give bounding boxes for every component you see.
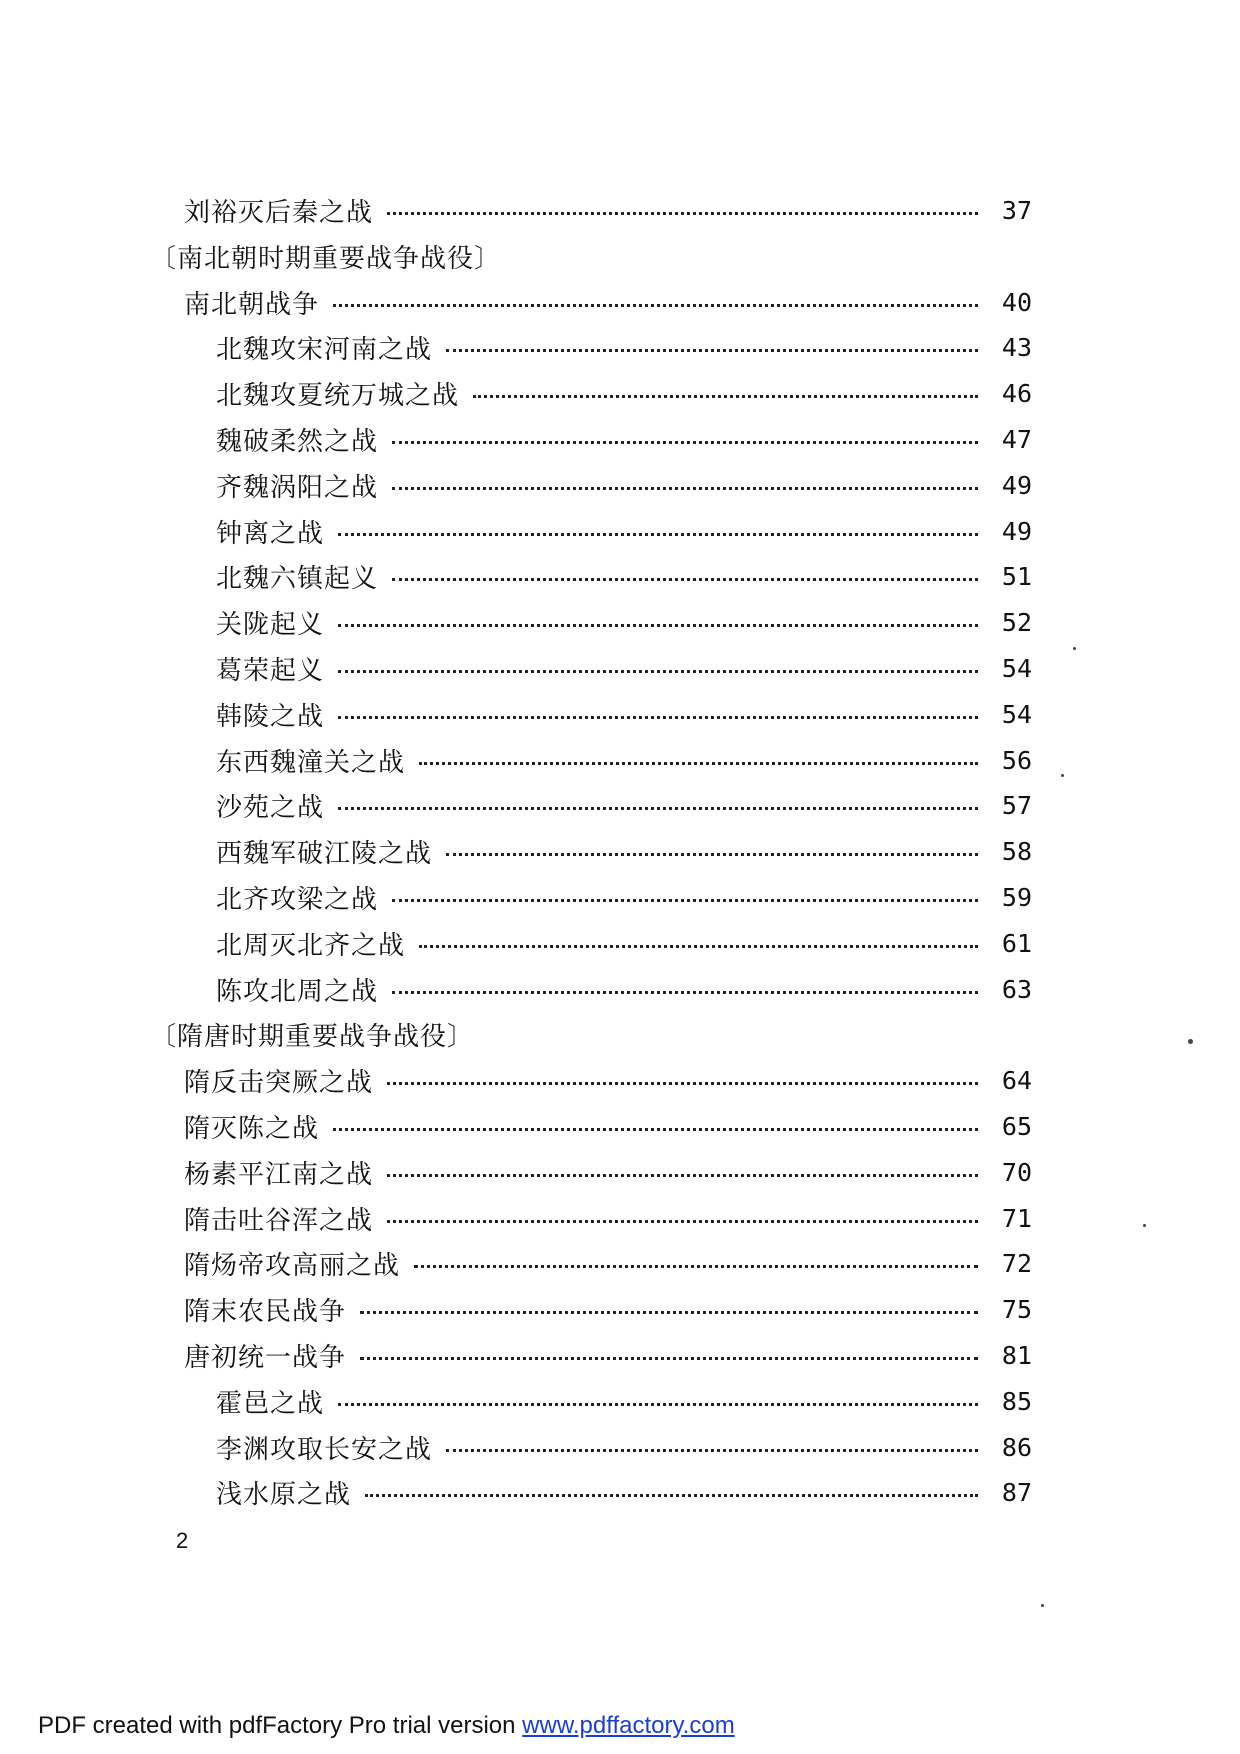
dot-leader (392, 487, 978, 490)
toc-entry (184, 1152, 1032, 1192)
dot-leader (387, 212, 978, 215)
page-number: 2 (176, 1528, 189, 1553)
dot-leader (360, 1357, 978, 1360)
entry-title: 杨素平江南之战 (184, 1159, 374, 1190)
toc-entry (216, 465, 1032, 505)
entry-title: 北齐攻梁之战 (216, 884, 379, 915)
entry-title: 韩陵之战 (216, 701, 325, 732)
dot-leader (338, 533, 978, 536)
dot-leader (387, 1174, 978, 1177)
dot-leader (338, 1403, 978, 1406)
dot-leader (338, 670, 978, 673)
toc-entry (216, 1472, 1032, 1512)
entry-title: 关陇起义 (216, 609, 325, 640)
dot-leader (387, 1082, 978, 1085)
entry-page-number: 52 (1001, 607, 1032, 637)
entry-page-number: 64 (1001, 1065, 1032, 1095)
footer-link[interactable]: www.pdffactory.com (522, 1712, 735, 1739)
dot-leader (392, 578, 978, 581)
entry-title: 魏破柔然之战 (216, 426, 379, 457)
entry-page-number: 81 (1001, 1340, 1032, 1370)
toc-entry (216, 740, 1032, 780)
toc-entry (216, 602, 1032, 642)
entry-page-number: 71 (1001, 1203, 1032, 1233)
scan-speck (1143, 1224, 1146, 1227)
entry-title: 隋炀帝攻高丽之战 (184, 1250, 401, 1281)
entry-page-number: 58 (1001, 836, 1032, 866)
entry-page-number: 65 (1001, 1111, 1032, 1141)
entry-page-number: 54 (1001, 699, 1032, 729)
dot-leader (360, 1311, 978, 1314)
dot-leader (333, 304, 978, 307)
toc-entry (184, 1335, 1032, 1375)
toc-entry (184, 1289, 1032, 1329)
entry-page-number: 54 (1001, 653, 1032, 683)
toc-entry (216, 556, 1032, 596)
dot-leader (338, 716, 978, 719)
toc-entry (216, 511, 1032, 551)
entry-page-number: 87 (1001, 1477, 1032, 1507)
toc-entry (184, 1060, 1032, 1100)
entry-title: 齐魏涡阳之战 (216, 472, 379, 503)
dot-leader (446, 349, 978, 352)
toc-section-heading (150, 1014, 474, 1054)
entry-title: 葛荣起义 (216, 655, 325, 686)
entry-title: 唐初统一战争 (184, 1342, 347, 1373)
entry-page-number: 57 (1001, 790, 1032, 820)
entry-page-number: 56 (1001, 745, 1032, 775)
scan-speck (1041, 1604, 1044, 1607)
toc-entry (184, 1243, 1032, 1283)
entry-page-number: 70 (1001, 1157, 1032, 1187)
dot-leader (446, 1449, 978, 1452)
toc-entry (216, 419, 1032, 459)
dot-leader (365, 1494, 978, 1497)
entry-title: 北周灭北齐之战 (216, 930, 406, 961)
toc-entry (216, 648, 1032, 688)
entry-page-number: 47 (1001, 424, 1032, 454)
dot-leader (473, 395, 978, 398)
section-title: 〔南北朝时期重要战争战役〕 (150, 243, 502, 274)
toc-entry (184, 1198, 1032, 1238)
toc-entry (216, 923, 1032, 963)
pdf-footer (38, 1712, 735, 1740)
section-title: 〔隋唐时期重要战争战役〕 (150, 1021, 475, 1052)
entry-title: 西魏军破江陵之战 (216, 838, 433, 869)
toc-entry (216, 831, 1032, 871)
toc-entry (216, 373, 1032, 413)
toc-entry (216, 694, 1032, 734)
entry-page-number: 86 (1001, 1432, 1032, 1462)
entry-page-number: 75 (1001, 1294, 1032, 1324)
toc-entry (184, 190, 1032, 230)
dot-leader (446, 853, 978, 856)
toc-section-heading (150, 236, 501, 276)
dot-leader (333, 1128, 978, 1131)
entry-title: 隋灭陈之战 (184, 1113, 320, 1144)
entry-page-number: 61 (1001, 928, 1032, 958)
entry-title: 隋反击突厥之战 (184, 1067, 374, 1098)
dot-leader (387, 1220, 978, 1223)
scan-speck (1073, 647, 1076, 650)
dot-leader (392, 441, 978, 444)
toc-entry (216, 1427, 1032, 1467)
entry-title: 陈攻北周之战 (216, 976, 379, 1007)
scan-speck (1061, 774, 1064, 777)
dot-leader (338, 624, 978, 627)
entry-title: 东西魏潼关之战 (216, 747, 406, 778)
dot-leader (392, 991, 978, 994)
entry-page-number: 46 (1001, 378, 1032, 408)
dot-leader (419, 762, 978, 765)
entry-title: 隋末农民战争 (184, 1296, 347, 1327)
entry-title: 北魏六镇起义 (216, 563, 379, 594)
dot-leader (338, 807, 978, 810)
entry-page-number: 43 (1001, 332, 1032, 362)
footer-text: PDF created with pdfFactory Pro trial version (38, 1712, 523, 1739)
entry-page-number: 59 (1001, 882, 1032, 912)
entry-title: 隋击吐谷浑之战 (184, 1205, 374, 1236)
entry-page-number: 51 (1001, 561, 1032, 591)
entry-page-number: 85 (1001, 1386, 1032, 1416)
toc-entry (184, 282, 1032, 322)
entry-page-number: 49 (1001, 516, 1032, 546)
toc-entry (216, 877, 1032, 917)
entry-title: 南北朝战争 (184, 289, 320, 320)
entry-title: 霍邑之战 (216, 1388, 325, 1419)
toc-entry (216, 1381, 1032, 1421)
entry-title: 浅水原之战 (216, 1479, 352, 1510)
entry-page-number: 49 (1001, 470, 1032, 500)
entry-page-number: 37 (1001, 195, 1032, 225)
dot-leader (419, 945, 978, 948)
toc-entry (216, 327, 1032, 367)
entry-page-number: 40 (1001, 287, 1032, 317)
dot-leader (414, 1265, 978, 1268)
entry-title: 钟离之战 (216, 518, 325, 549)
entry-title: 刘裕灭后秦之战 (184, 197, 374, 228)
entry-title: 北魏攻宋河南之战 (216, 334, 433, 365)
toc-entry (216, 785, 1032, 825)
entry-title: 北魏攻夏统万城之战 (216, 380, 460, 411)
dot-leader (392, 899, 978, 902)
toc-entry (216, 969, 1032, 1009)
toc-entry (184, 1106, 1032, 1146)
scan-speck (1188, 1039, 1193, 1044)
entry-title: 李渊攻取长安之战 (216, 1434, 433, 1465)
entry-page-number: 63 (1001, 974, 1032, 1004)
entry-page-number: 72 (1001, 1248, 1032, 1278)
entry-title: 沙苑之战 (216, 792, 325, 823)
